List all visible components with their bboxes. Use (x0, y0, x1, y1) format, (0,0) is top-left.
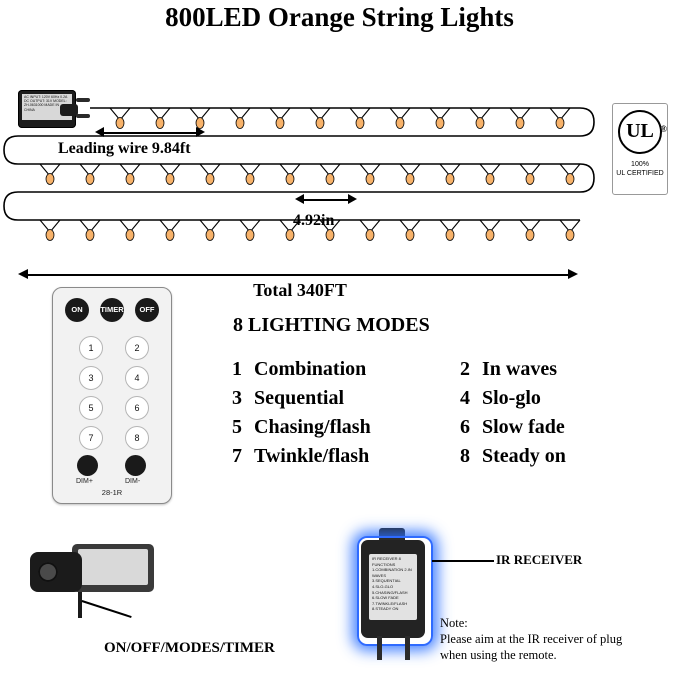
mode-row (232, 358, 662, 381)
plug-prong-bottom (76, 114, 90, 118)
mode-name: Slow fade (482, 416, 565, 438)
ul-sub-label (613, 160, 667, 178)
controller-caption: ON/OFF/MODES/TIMER (104, 640, 275, 656)
mode-name: Combination (254, 358, 367, 380)
controller-socket-icon (38, 562, 58, 582)
ir-plug-prong-left (377, 636, 382, 660)
note-line-3: when using the remote. (440, 648, 557, 662)
ir-plug-prong-right (405, 636, 410, 660)
remote-mode-2-button[interactable]: 2 (125, 336, 149, 360)
mode-name: Chasing/flash (254, 416, 371, 438)
remote-off-button[interactable]: OFF (135, 298, 159, 322)
remote-mode-6-button[interactable]: 6 (125, 396, 149, 420)
lighting-modes-heading: 8 LIGHTING MODES (233, 314, 430, 336)
remote-dim-down-button[interactable] (125, 455, 146, 476)
remote-model-label: 28-1R (101, 488, 123, 497)
mode-number: 3 (232, 387, 242, 409)
mode-name: Slo-glo (482, 387, 541, 409)
controller-box-illustration (28, 540, 160, 608)
remote-dim-down-label: DIM- (125, 478, 141, 485)
ul-sub-line-1: 100% (631, 161, 649, 168)
list-item (460, 416, 565, 439)
controller-cord (78, 592, 82, 618)
list-item (232, 445, 460, 468)
list-item (460, 387, 541, 410)
ul-sub-line-2: UL CERTIFIED (616, 170, 664, 177)
list-item (232, 358, 460, 381)
registered-trademark-icon: ® (660, 124, 667, 134)
mode-number: 2 (460, 358, 470, 380)
remote-mode-5-button[interactable]: 5 (79, 396, 103, 420)
remote-mode-8-button[interactable]: 8 (125, 426, 149, 450)
adapter-spec-label: AC INPUT: 120V 60Hz 0.2A DC OUTPUT: 31V MODEL: ZH-0631000 MADE IN CHINA (22, 94, 72, 120)
mode-number: 1 (232, 358, 242, 380)
ir-receiver-leader-line (432, 560, 494, 562)
remote-dim-up-label: DIM+ (76, 478, 93, 485)
remote-mode-4-button[interactable]: 4 (125, 366, 149, 390)
ir-receiver-caption: IR RECEIVER (496, 552, 583, 567)
mode-number: 5 (232, 416, 242, 438)
controller-label-face (78, 549, 148, 585)
remote-control[interactable] (52, 287, 172, 504)
mode-row (232, 445, 662, 468)
list-item (232, 416, 460, 439)
remote-mode-7-button[interactable]: 7 (79, 426, 103, 450)
plug-prong-top (76, 98, 90, 102)
remote-mode-1-button[interactable]: 1 (79, 336, 103, 360)
remote-dim-up-button[interactable] (77, 455, 98, 476)
remote-mode-3-button[interactable]: 3 (79, 366, 103, 390)
bulb-spacing-dimension-arrow (295, 193, 357, 207)
ir-plug-face-label: IR RECEIVER 8 FUNCTIONS 1.COMBINATION 2.IN WAVES 3.SEQUENTIAL 4.SLO-GLO 5.CHASING/FLASH 6.SLOW FADE 7.TWINKLE/FLASH 8.STEADY ON (369, 554, 417, 620)
total-length-label: Total 340FT (253, 280, 347, 300)
remote-timer-button[interactable]: TIMER (100, 298, 124, 322)
mode-number: 4 (460, 387, 470, 409)
list-item (460, 358, 557, 381)
ir-receiver-note (440, 615, 675, 663)
string-lights-diagram (0, 40, 679, 300)
list-item (460, 445, 566, 468)
ul-mark-icon (618, 110, 667, 154)
mode-name: In waves (482, 358, 558, 380)
list-item (232, 387, 460, 410)
leading-wire-dimension-arrow (95, 126, 205, 140)
mode-name: Steady on (482, 445, 566, 467)
controller-leader-line (82, 600, 132, 617)
mode-number: 7 (232, 445, 242, 467)
mode-row (232, 387, 662, 410)
mode-number: 6 (460, 416, 470, 438)
remote-on-button[interactable]: ON (65, 298, 89, 322)
page-title: 800LED Orange String Lights (165, 2, 514, 32)
ir-receiver-plug-illustration (355, 528, 435, 660)
ul-certification-badge (612, 103, 668, 195)
ul-mark-text: UL (626, 120, 654, 142)
mode-number: 8 (460, 445, 470, 467)
mode-name: Twinkle/flash (254, 445, 370, 467)
note-line-2: Please aim at the IR receiver of plug (440, 632, 623, 646)
note-line-1: Note: (440, 616, 468, 630)
lighting-modes-list (232, 358, 662, 474)
mode-row (232, 416, 662, 439)
mode-name: Sequential (254, 387, 345, 409)
bulb-spacing-label: 4.92in (293, 212, 335, 229)
leading-wire-label: Leading wire 9.84ft (58, 140, 191, 157)
